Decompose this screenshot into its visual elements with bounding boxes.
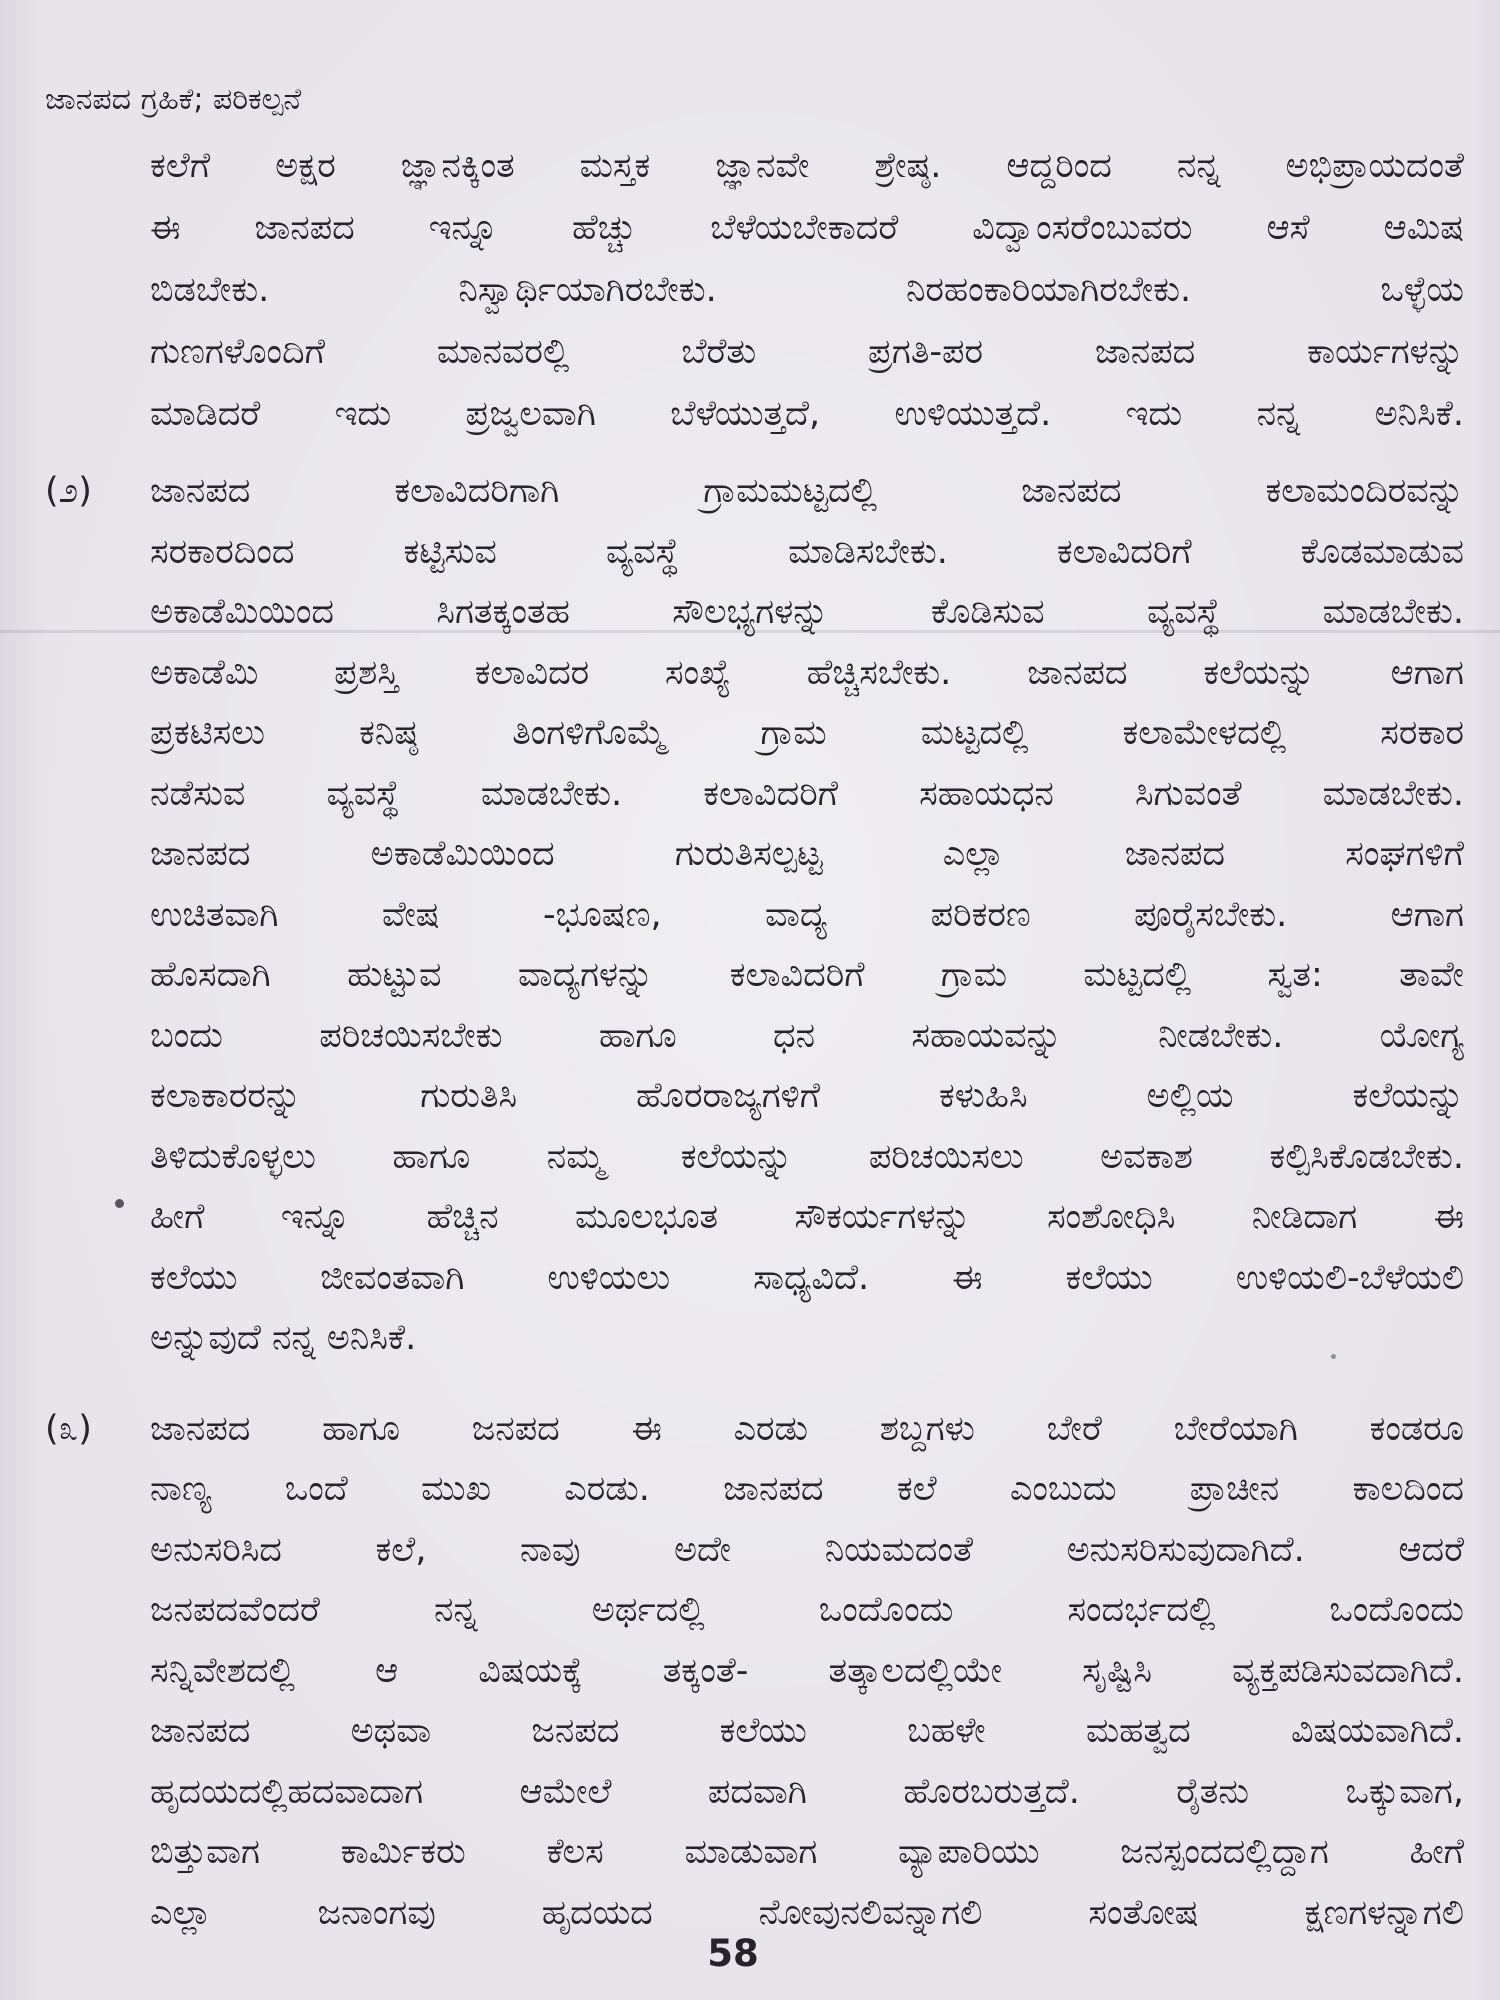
text-line: ಅಕಾಡೆಮಿ ಪ್ರಶಸ್ತಿ ಕಲಾವಿದರ ಸಂಖ್ಯೆ ಹೆಚ್ಚಿಸಬೇಕು. ಜಾನಪದ ಕಲೆಯನ್ನು ಆಗಾಗ xyxy=(150,652,1464,693)
page-number: 58 xyxy=(707,1932,759,1975)
ink-speck-mark xyxy=(115,1199,124,1208)
body-text xyxy=(45,135,1464,1943)
text-line: ಹೃದಯದಲ್ಲಿಹದವಾದಾಗ ಆಮೇಲೆ ಪದವಾಗಿ ಹೊರಬರುತ್ತದೆ. ರೈತನು ಒಕ್ಕುವಾಗ, xyxy=(150,1771,1464,1812)
text-line: ಕಲಾಕಾರರನ್ನು ಗುರುತಿಸಿ ಹೊರರಾಜ್ಯಗಳಿಗೆ ಕಳುಹಿಸಿ ಅಲ್ಲಿಯ ಕಲೆಯನ್ನು xyxy=(150,1076,1464,1116)
text-line: ಜಾನಪದ ಹಾಗೂ ಜನಪದ ಈ ಎರಡು ಶಬ್ದಗಳು ಬೇರೆ ಬೇರೆಯಾಗಿ ಕಂಡರೂ xyxy=(150,1408,1464,1449)
text-line: ಗುಣಗಳೊಂದಿಗೆ ಮಾನವರಲ್ಲಿ ಬೆರೆತು ಪ್ರಗತಿ-ಪರ ಜಾನಪದ ಕಾರ್ಯಗಳನ್ನು xyxy=(150,332,1464,372)
running-header: ಜಾನಪದ ಗ್ರಹಿಕೆ; ಪರಿಕಲ್ಪನೆ xyxy=(45,82,302,117)
text-line: ನಡೆಸುವ ವ್ಯವಸ್ಥೆ ಮಾಡಬೇಕು. ಕಲಾವಿದರಿಗೆ ಸಹಾಯಧನ ಸಿಗುವಂತೆ ಮಾಡಬೇಕು. xyxy=(150,773,1464,814)
text-line: ಬಂದು ಪರಿಚಯಿಸಬೇಕು ಹಾಗೂ ಧನ ಸಹಾಯವನ್ನು ನೀಡಬೇಕು. ಯೋಗ್ಯ xyxy=(150,1015,1464,1056)
text-line: ಹೀಗೆ ಇನ್ನೂ ಹೆಚ್ಚಿನ ಮೂಲಭೂತ ಸೌಕರ್ಯಗಳನ್ನು ಸಂಶೋಧಿಸಿ ನೀಡಿದಾಗ ಈ xyxy=(150,1197,1464,1237)
text-line: ಕಲೆಗೆ ಅಕ್ಷರ ಜ್ಞಾನಕ್ಕಿಂತ ಮಸ್ತಕ ಜ್ಞಾನವೇ ಶ್ರೇಷ್ಠ. ಆದ್ದರಿಂದ ನನ್ನ ಅಭಿಪ್ರಾಯದಂತೆ xyxy=(150,146,1464,186)
numbered-paragraph-2 xyxy=(45,461,1464,1369)
text-line: ಸರಕಾರದಿಂದ ಕಟ್ಟಿಸುವ ವ್ಯವಸ್ಥೆ ಮಾಡಿಸಬೇಕು. ಕಲಾವಿದರಿಗೆ ಕೊಡಮಾಡುವ xyxy=(150,531,1464,572)
text-line: ಈ ಜಾನಪದ ಇನ್ನೂ ಹೆಚ್ಚು ಬೆಳೆಯಬೇಕಾದರೆ ವಿದ್ವಾಂಸರೆಂಬುವರು ಆಸೆ ಆಮಿಷ xyxy=(150,208,1464,248)
text-line: ಬಿಡಬೇಕು. ನಿಸ್ವಾರ್ಥಿಯಾಗಿರಬೇಕು. ನಿರಹಂಕಾರಿಯಾಗಿರಬೇಕು. ಒಳ್ಳೆಯ xyxy=(150,270,1464,310)
text-line: ಹೊಸದಾಗಿ ಹುಟ್ಟುವ ವಾದ್ಯಗಳನ್ನು ಕಲಾವಿದರಿಗೆ ಗ್ರಾಮ ಮಟ್ಟದಲ್ಲಿ ಸ್ವತ: ತಾವೇ xyxy=(150,955,1464,995)
paragraph-number-marker: (೩) xyxy=(45,1408,92,1449)
text-line: ಜಾನಪದ ಕಲಾವಿದರಿಗಾಗಿ ಗ್ರಾಮಮಟ್ಟದಲ್ಲಿ ಜಾನಪದ ಕಲಾಮಂದಿರವನ್ನು xyxy=(150,471,1464,511)
text-line: ಬಿತ್ತುವಾಗ ಕಾರ್ಮಿಕರು ಕೆಲಸ ಮಾಡುವಾಗ ವ್ಯಾಪಾರಿಯು ಜನಸ್ಪಂದದಲ್ಲಿದ್ದಾಗ ಹೀಗೆ xyxy=(150,1832,1464,1872)
text-line: ಸನ್ನಿವೇಶದಲ್ಲಿ ಆ ವಿಷಯಕ್ಕೆ ತಕ್ಕಂತೆ- ತತ್ಕಾಲದಲ್ಲಿಯೇ ಸೃಷ್ಟಿಸಿ ವ್ಯಕ್ತಪಡಿಸುವದಾಗಿದೆ. xyxy=(150,1650,1464,1691)
text-line: ಕಲೆಯು ಜೀವಂತವಾಗಿ ಉಳಿಯಲು ಸಾಧ್ಯವಿದೆ. ಈ ಕಲೆಯು ಉಳಿಯಲಿ-ಬೆಳೆಯಲಿ xyxy=(150,1257,1464,1298)
numbered-paragraph-3 xyxy=(45,1399,1464,1944)
text-line: ಅಕಾಡೆಮಿಯಿಂದ ಸಿಗತಕ್ಕಂತಹ ಸೌಲಭ್ಯಗಳನ್ನು ಕೊಡಿಸುವ ವ್ಯವಸ್ಥೆ ಮಾಡಬೇಕು. xyxy=(150,592,1464,632)
paragraph-continued xyxy=(150,135,1464,445)
text-line: ಅನುಸರಿಸಿದ ಕಲೆ, ನಾವು ಅದೇ ನಿಯಮದಂತೆ ಅನುಸರಿಸುವುದಾಗಿದೆ. ಆದರೆ xyxy=(150,1529,1464,1570)
text-line: ತಿಳಿದುಕೊಳ್ಳಲು ಹಾಗೂ ನಮ್ಮ ಕಲೆಯನ್ನು ಪರಿಚಯಿಸಲು ಅವಕಾಶ ಕಲ್ಪಿಸಿಕೊಡಬೇಕು. xyxy=(150,1136,1464,1177)
text-line: ಜಾನಪದ ಅಥವಾ ಜನಪದ ಕಲೆಯು ಬಹಳೇ ಮಹತ್ವದ ವಿಷಯವಾಗಿದೆ. xyxy=(150,1711,1464,1751)
text-line: ಅನ್ನುವುದೆ ನನ್ನ ಅನಿಸಿಕೆ. xyxy=(150,1318,417,1358)
text-line: ಪ್ರಕಟಿಸಲು ಕನಿಷ್ಠ ತಿಂಗಳಿಗೊಮ್ಮೆ ಗ್ರಾಮ ಮಟ್ಟದಲ್ಲಿ ಕಲಾಮೇಳದಲ್ಲಿ ಸರಕಾರ xyxy=(150,713,1464,753)
paragraph-number-marker: (೨) xyxy=(45,471,92,511)
text-line: ಜನಪದವೆಂದರೆ ನನ್ನ ಅರ್ಥದಲ್ಲಿ ಒಂದೊಂದು ಸಂದರ್ಭದಲ್ಲಿ ಒಂದೊಂದು xyxy=(150,1590,1464,1630)
text-line: ನಾಣ್ಯ ಒಂದೆ ಮುಖ ಎರಡು. ಜಾನಪದ ಕಲೆ ಎಂಬುದು ಪ್ರಾಚೀನ ಕಾಲದಿಂದ xyxy=(150,1469,1464,1509)
text-line: ಉಚಿತವಾಗಿ ವೇಷ -ಭೂಷಣ, ವಾದ್ಯ ಪರಿಕರಣ ಪೂರೈಸಬೇಕು. ಆಗಾಗ xyxy=(150,894,1464,935)
text-line: ಜಾನಪದ ಅಕಾಡೆಮಿಯಿಂದ ಗುರುತಿಸಲ್ಪಟ್ಟ ಎಲ್ಲಾ ಜಾನಪದ ಸಂಘಗಳಿಗೆ xyxy=(150,834,1464,874)
text-line: ಎಲ್ಲಾ ಜನಾಂಗವು ಹೃದಯದ ನೋವುನಲಿವನ್ನಾಗಲಿ ಸಂತೋಷ ಕ್ಷಣಗಳನ್ನಾಗಲಿ xyxy=(150,1892,1464,1933)
text-line: ಮಾಡಿದರೆ ಇದು ಪ್ರಜ್ವಲವಾಗಿ ಬೆಳೆಯುತ್ತದೆ, ಉಳಿಯುತ್ತದೆ. ಇದು ನನ್ನ ಅನಿಸಿಕೆ. xyxy=(150,394,1464,434)
